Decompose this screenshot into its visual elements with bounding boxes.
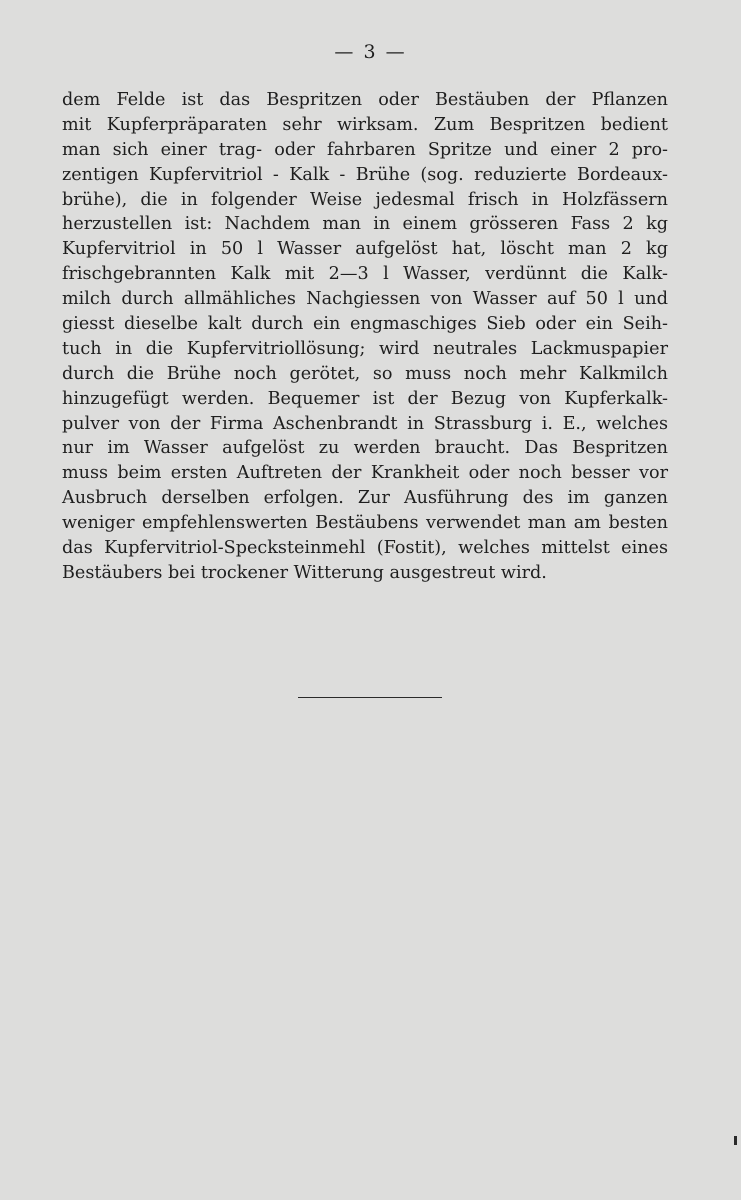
text-line: tuch in die Kupfervitriollösung; wird neutrales Lackmuspapier: [62, 338, 668, 359]
text-line: muss beim ersten Auftreten der Krankheit oder noch besser vor: [62, 463, 668, 484]
text-line: milch durch allmähliches Nachgiessen von Wasser auf 50 l und: [62, 289, 668, 310]
text-line: durch die Brühe noch gerötet, so muss noch mehr Kalkmilch: [62, 363, 668, 384]
text-line: dem Felde ist das Bespritzen oder Bestäuben der Pflanzen: [62, 90, 668, 110]
text-line: zentigen Kupfervitriol - Kalk - Brühe (sog. reduzierte Bordeaux-: [62, 164, 668, 185]
text-line: herzustellen ist: Nachdem man in einem grösseren Fass 2 kg: [62, 214, 668, 235]
text-line: frischgebrannten Kalk mit 2—3 l Wasser, verdünnt die Kalk-: [62, 264, 668, 285]
text-line: nur im Wasser aufgelöst zu werden braucht. Das Bespritzen: [62, 438, 668, 459]
text-line: hinzugefügt werden. Bequemer ist der Bezug von Kupferkalk-: [62, 388, 668, 409]
section-divider: [298, 697, 442, 698]
text-line: man sich einer trag- oder fahrbaren Spritze und einer 2 pro-: [62, 139, 668, 160]
body-paragraph: [62, 88, 668, 586]
text-line: das Kupfervitriol-Specksteinmehl (Fostit), welches mittelst eines: [62, 538, 668, 559]
page-number: — 3 —: [334, 41, 407, 63]
text-line: Kupfervitriol in 50 l Wasser aufgelöst hat, löscht man 2 kg: [62, 239, 668, 260]
text-line: brühe), die in folgender Weise jedesmal frisch in Holzfässern: [62, 189, 668, 210]
text-line: pulver von der Firma Aschenbrandt in Strassburg i. E., welches: [62, 413, 668, 434]
text-line-last: Bestäubers bei trockener Witterung ausgestreut wird.: [62, 562, 547, 583]
text-line: giesst dieselbe kalt durch ein engmaschiges Sieb oder ein Seih-: [62, 314, 668, 335]
text-line: weniger empfehlenswerten Bestäubens verwendet man am besten: [62, 513, 668, 534]
scan-mark: [734, 1136, 737, 1145]
text-line: mit Kupferpräparaten sehr wirksam. Zum Bespritzen bedient: [62, 114, 668, 135]
text-line: Ausbruch derselben erfolgen. Zur Ausführung des im ganzen: [62, 488, 668, 509]
